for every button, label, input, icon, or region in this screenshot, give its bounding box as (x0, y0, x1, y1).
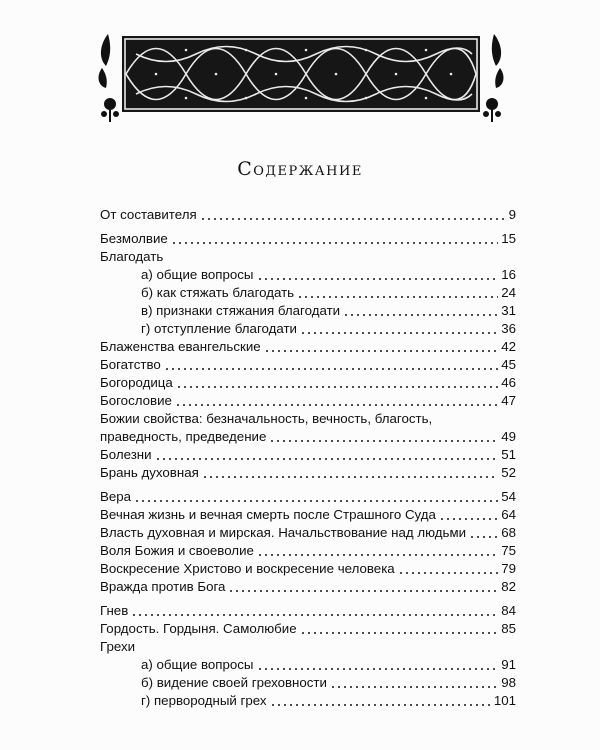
toc-page-number: 42 (501, 339, 516, 354)
toc-page-number: 46 (501, 375, 516, 390)
toc-entry-label: г) отступление благодати (141, 321, 297, 336)
dot-leader (134, 500, 498, 502)
dot-leader (257, 554, 498, 556)
toc-page-number: 36 (501, 321, 516, 336)
toc-entry[interactable] (100, 542, 516, 560)
toc-page-number: 75 (501, 543, 516, 558)
dot-leader (270, 704, 491, 706)
toc-entry[interactable] (100, 206, 516, 224)
right-leaf-decoration (483, 34, 503, 122)
toc-entry[interactable] (100, 578, 516, 596)
toc-page-number: 51 (501, 447, 516, 462)
table-of-contents (100, 206, 516, 710)
left-leaf-decoration (99, 34, 119, 122)
toc-page-number: 16 (501, 267, 516, 282)
toc-page-number: 31 (501, 303, 516, 318)
toc-entry-label: Власть духовная и мирская. Начальствование над людьми (100, 525, 467, 540)
toc-subentry[interactable] (100, 692, 516, 710)
dot-leader (257, 668, 499, 670)
toc-page-number: 98 (501, 675, 516, 690)
toc-entry-label: Гнев (100, 603, 129, 618)
toc-entry-label: г) первородный грех (141, 693, 267, 708)
toc-subentry[interactable] (100, 302, 516, 320)
toc-entry-label: Богатство (100, 357, 161, 372)
toc-page-number: 49 (501, 429, 516, 444)
toc-page-number: 45 (501, 357, 516, 372)
dot-leader (131, 614, 498, 616)
toc-entry[interactable] (100, 506, 516, 524)
dot-leader (164, 368, 498, 370)
dot-leader (176, 386, 498, 388)
celtic-knot-ornament (96, 14, 506, 132)
toc-page-number: 85 (501, 621, 516, 636)
toc-entry-label: Богородица (100, 375, 173, 390)
toc-entry-label: праведность, предведение (100, 429, 267, 444)
toc-entry-label: Брань духовная (100, 465, 199, 480)
toc-subentry[interactable] (100, 284, 516, 302)
toc-entry[interactable] (100, 620, 516, 638)
toc-entry-label: Воскресение Христово и воскресение человека (100, 561, 395, 576)
dot-leader (469, 536, 498, 538)
dot-leader (228, 590, 498, 592)
toc-entry[interactable] (100, 392, 516, 410)
toc-subentry[interactable] (100, 656, 516, 674)
toc-entry-label: От составителя (100, 207, 197, 222)
toc-entry[interactable] (100, 560, 516, 578)
dot-leader (155, 458, 499, 460)
toc-entry-label: а) общие вопросы (141, 657, 254, 672)
toc-entry[interactable] (100, 356, 516, 374)
toc-entry[interactable] (100, 524, 516, 542)
toc-entry-label: Вера (100, 489, 132, 504)
toc-page-number: 9 (508, 207, 516, 222)
toc-entry-continuation (100, 428, 516, 446)
toc-page-number: 15 (501, 231, 516, 246)
toc-page-number: 82 (501, 579, 516, 594)
dot-leader (171, 242, 498, 244)
dot-leader (202, 476, 498, 478)
toc-page-number: 79 (501, 561, 516, 576)
toc-entry-label: в) признаки стяжания благодати (141, 303, 341, 318)
toc-entry-label: Болезни (100, 447, 152, 462)
toc-section-heading: Благодать (100, 249, 164, 264)
toc-page-number: 47 (501, 393, 516, 408)
dot-leader (200, 218, 506, 220)
toc-subentry[interactable] (100, 674, 516, 692)
toc-page-number: 64 (501, 507, 516, 522)
toc-entry[interactable] (100, 374, 516, 392)
toc-entry-label: Вечная жизнь и вечная смерть после Страшного Суда (100, 507, 436, 522)
toc-entry-label: Гордость. Гордыня. Самолюбие (100, 621, 297, 636)
dot-leader (300, 632, 499, 634)
toc-entry[interactable] (100, 338, 516, 356)
dot-leader (330, 686, 498, 688)
toc-entry[interactable] (100, 464, 516, 482)
toc-entry-label: а) общие вопросы (141, 267, 254, 282)
toc-page-number: 91 (501, 657, 516, 672)
toc-subentry[interactable] (100, 320, 516, 338)
toc-entry-label: Безмолвие (100, 231, 168, 246)
toc-page-number: 54 (501, 489, 516, 504)
toc-entry-multiline[interactable] (100, 410, 516, 446)
toc-page-number: 24 (501, 285, 516, 300)
toc-section-heading: Грехи (100, 639, 136, 654)
dot-leader (398, 572, 499, 574)
toc-page-number: 84 (501, 603, 516, 618)
toc-entry-label-line1: Божии свойства: безначальность, вечность, благость, (100, 411, 433, 426)
dot-leader (264, 350, 499, 352)
dot-leader (269, 440, 498, 442)
toc-entry-label: Богословие (100, 393, 172, 408)
toc-entry-label: б) как стяжать благодать (141, 285, 295, 300)
toc-entry-label: б) видение своей греховности (141, 675, 327, 690)
toc-entry[interactable] (100, 230, 516, 248)
dot-leader (300, 332, 498, 334)
dot-leader (257, 278, 499, 280)
toc-subentry[interactable] (100, 266, 516, 284)
toc-entry-label: Блаженства евангельские (100, 339, 261, 354)
dot-leader (439, 518, 498, 520)
toc-page-number: 101 (493, 693, 516, 708)
dot-leader (343, 314, 498, 316)
dot-leader (175, 404, 498, 406)
toc-entry-label: Воля Божия и своеволие (100, 543, 254, 558)
page-title: Содержание (237, 158, 363, 180)
toc-entry[interactable] (100, 602, 516, 620)
toc-page-number: 52 (501, 465, 516, 480)
toc-entry[interactable] (100, 488, 516, 506)
dot-leader (297, 296, 498, 298)
toc-entry-label: Вражда против Бога (100, 579, 226, 594)
toc-entry[interactable] (100, 446, 516, 464)
toc-page-number: 68 (501, 525, 516, 540)
